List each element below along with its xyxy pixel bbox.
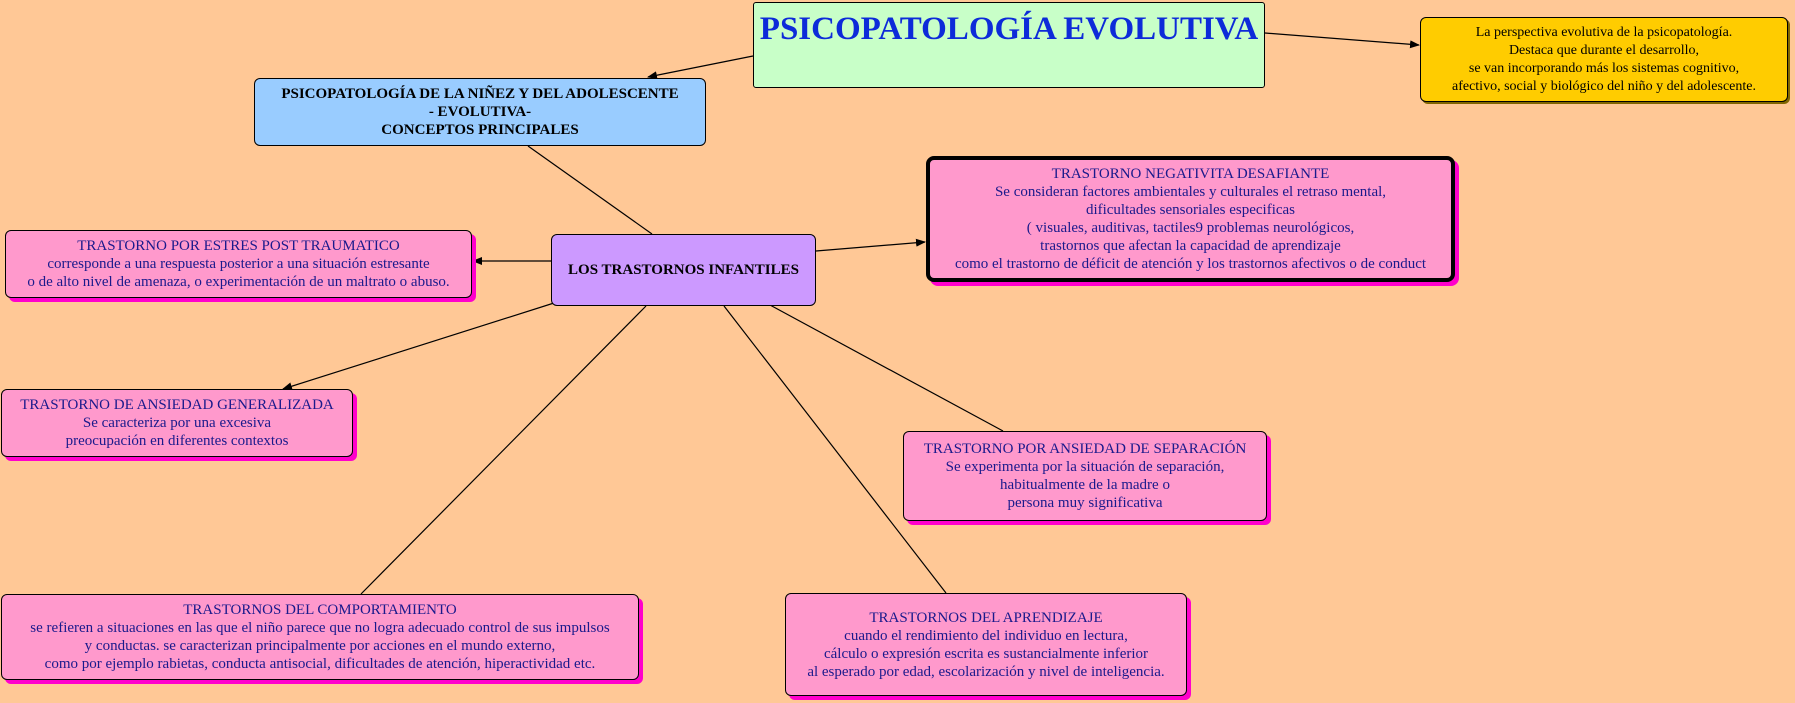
perspective-note-text: La perspectiva evolutiva de la psicopatología. Destaca que durante el desarrollo, se van incorporando más los sistemas cognitivo, afectivo, social y biológico del niño y del adolescente. <box>1451 24 1756 94</box>
node-ansiedad <box>1 389 353 457</box>
node-aprendizaje-text: cuando el rendimiento del individuo en lectura, cálculo o expresión escrita es sustancialmente inferior al esperado por edad, escolarización y nivel de inteligencia. <box>807 627 1165 680</box>
node-comportamiento <box>1 594 639 680</box>
node-separacion-title: TRASTORNO POR ANSIEDAD DE SEPARACIÓN <box>923 441 1247 457</box>
center-node-label: LOS TRASTORNOS INFANTILES <box>568 262 799 278</box>
edge-center-to-separacion <box>770 305 1003 431</box>
node-negativista-text: Se consideran factores ambientales y culturales el retraso mental, dificultades sensoriales especificas ( visuales, auditivas, tactiles9 problemas neurológicos, trastornos que afectan la capacidad de aprendizaje como el trastorno de déficit de atención y los trastornos afectivos o de conduct <box>954 184 1427 272</box>
node-negativista-title: TRASTORNO NEGATIVITA DESAFIANTE <box>1051 166 1330 182</box>
node-comportamiento-title: TRASTORNOS DEL COMPORTAMIENTO <box>183 602 457 618</box>
perspective-note-box <box>1420 17 1788 102</box>
node-estres-text: corresponde a una respuesta posterior a una situación estresante o de alto nivel de amenaza, o experimentación de un maltrato o abuso. <box>27 256 450 290</box>
subtitle-text: PSICOPATOLOGÍA DE LA NIÑEZ Y DEL ADOLESCENTE - EVOLUTIVA- CONCEPTOS PRINCIPALES <box>281 86 679 138</box>
edge-title-to-note <box>1265 33 1419 45</box>
node-ansiedad-title: TRASTORNO DE ANSIEDAD GENERALIZADA <box>20 397 334 413</box>
node-negativista <box>926 156 1455 282</box>
main-title: PSICOPATOLOGÍA EVOLUTIVA <box>759 11 1259 47</box>
edge-center-to-negativista <box>816 242 925 251</box>
edge-title-to-subtitle <box>648 56 753 77</box>
node-separacion-text: Se experimenta por la situación de separación, habitualmente de la madre o persona muy significativa <box>945 459 1225 511</box>
node-estres <box>5 230 472 298</box>
edge-subtitle-to-center <box>528 146 652 234</box>
node-estres-title: TRASTORNO POR ESTRES POST TRAUMATICO <box>77 238 400 254</box>
node-separacion <box>903 431 1267 521</box>
edge-center-to-ansiedad <box>283 303 554 389</box>
node-aprendizaje-title: TRASTORNOS DEL APRENDIZAJE <box>869 609 1103 626</box>
center-node <box>551 234 816 306</box>
node-aprendizaje <box>785 593 1187 696</box>
edge-center-to-comportamiento <box>361 306 646 594</box>
node-comportamiento-text: se refieren a situaciones en las que el niño parece que no logra adecuado control de sus impulsos y conductas. se caracterizan principalmente por acciones en el mundo externo, como por ejemplo rabietas, conducta antisocial, dificultades de atención, hiperactividad etc. <box>30 620 610 672</box>
subtitle-box <box>254 78 706 146</box>
main-title-box <box>753 2 1265 88</box>
node-ansiedad-text: Se caracteriza por una excesiva preocupación en diferentes contextos <box>65 415 289 449</box>
